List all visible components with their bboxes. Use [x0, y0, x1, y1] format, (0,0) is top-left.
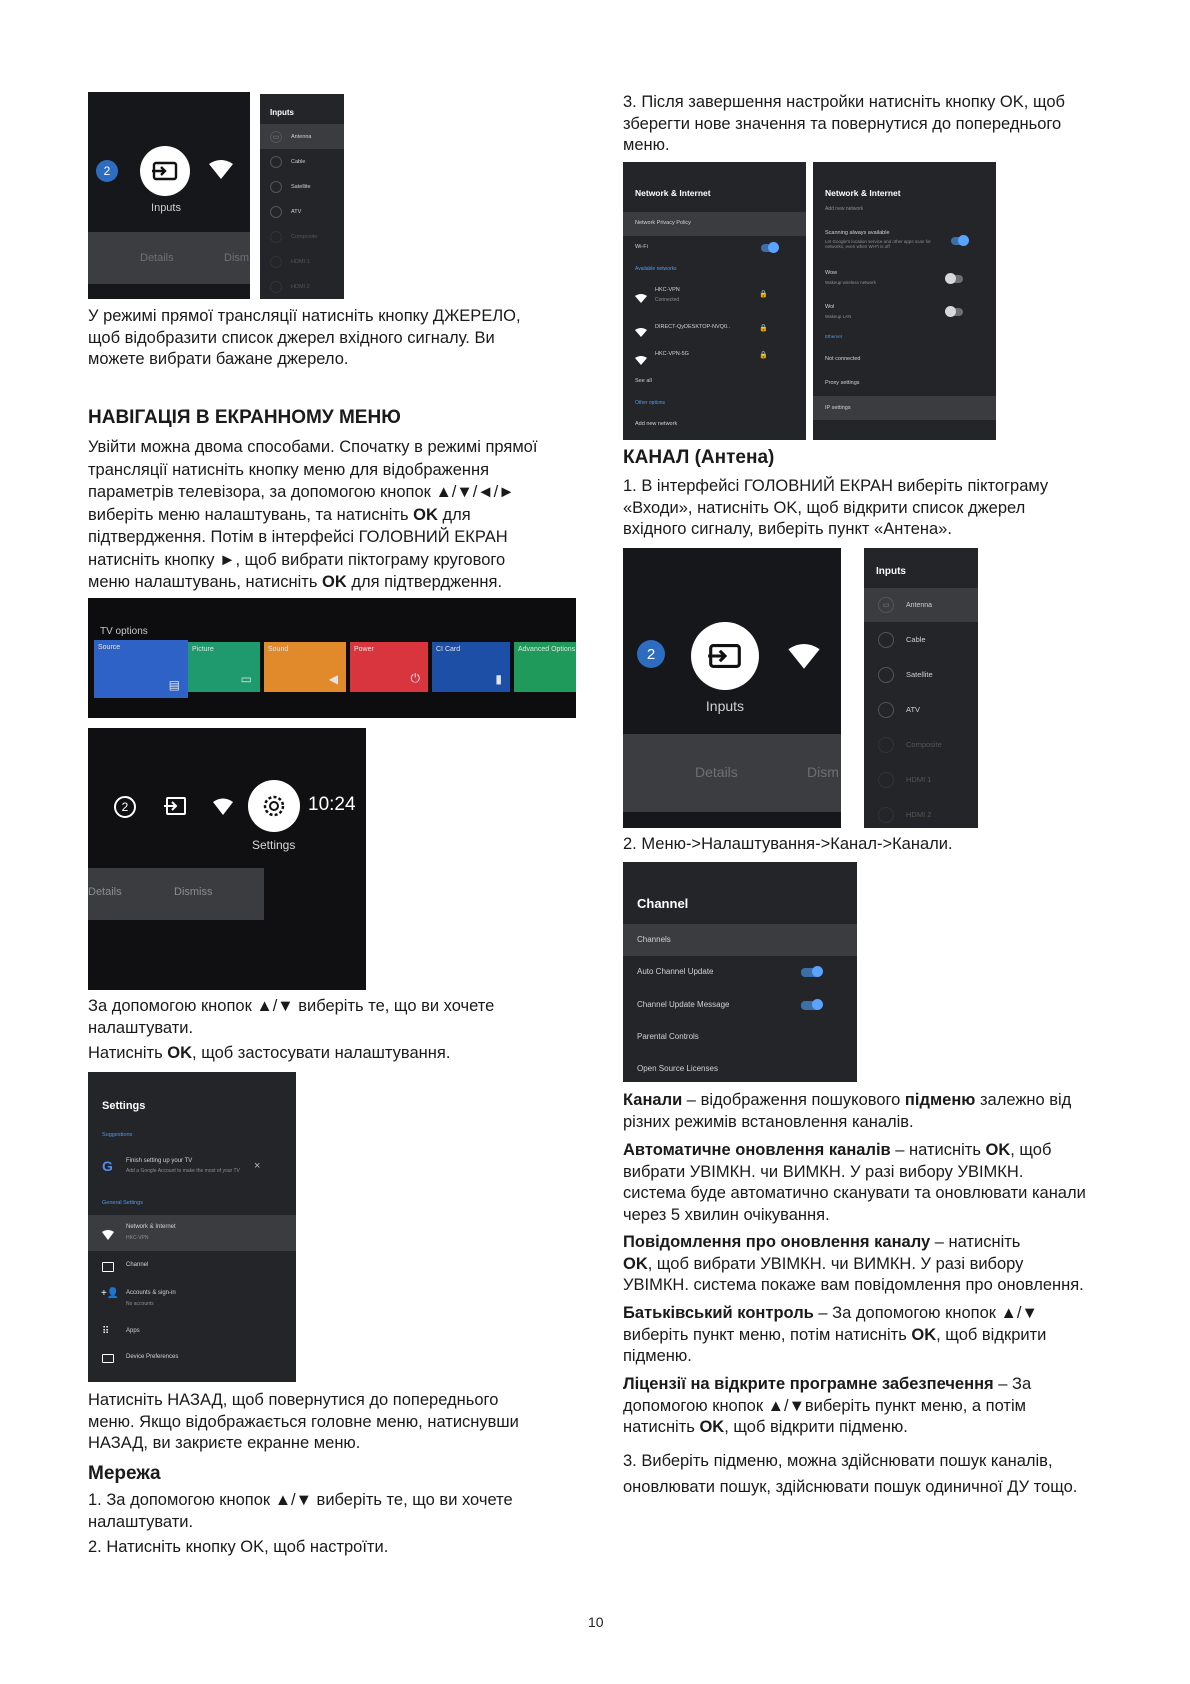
definition-update-message: Повідомлення про оновлення каналу – натисніть OK, щоб вибрати УВІМКН. чи ВИМКН. У разі вибору УВІМКН. система покаже вам повідомлення про оновлення. [623, 1233, 1084, 1294]
paragraph-final: 3. Виберіть підменю, можна здійснювати пошук каналів, оновлювати пошук, здійснювати пошук одиничної ДУ тощо. [623, 1452, 1078, 1496]
hdmi-icon [878, 772, 894, 788]
details-button[interactable]: Details [695, 764, 738, 780]
settings-menu-screen [88, 1072, 296, 1382]
network-item-name[interactable]: DIRECT-QyDESKTOP-NVQ0.. [655, 324, 731, 330]
menu-item-licenses[interactable]: Open Source Licenses [637, 1064, 718, 1073]
menu-item-network[interactable] [88, 1215, 296, 1251]
inputs-label: Inputs [151, 202, 181, 214]
auto-update-toggle[interactable] [801, 968, 821, 977]
network-title: Network & Internet [825, 188, 901, 198]
paragraph-select: За допомогою кнопок ▲/▼ виберіть те, що ви хочете налаштувати. Натисніть OK, щоб застосувати налаштування. [88, 997, 495, 1062]
paragraph-back: Натисніть НАЗАД, щоб повернутися до попереднього меню. Якщо відображається головне меню, натиснувши НАЗАД, ви закриєте екранне меню. [88, 1391, 519, 1452]
wifi-icon [102, 1227, 114, 1245]
input-item-antenna[interactable]: ▭ Antenna [864, 588, 978, 622]
network-screen-1 [623, 162, 806, 440]
satellite-icon [270, 181, 282, 193]
input-item-satellite[interactable]: Satellite [864, 657, 978, 692]
inputs-list-small [260, 94, 344, 299]
composite-icon [878, 737, 894, 753]
wow-toggle[interactable] [947, 275, 963, 283]
input-item-cable[interactable]: Cable [260, 149, 344, 174]
menu-item-parental[interactable]: Parental Controls [637, 1032, 699, 1041]
menu-item-device[interactable]: Device Preferences [126, 1354, 179, 1360]
tile-advanced[interactable]: Advanced Options [514, 642, 576, 692]
menu-item-accounts[interactable]: Accounts & sign-in [126, 1290, 176, 1296]
satellite-icon [878, 667, 894, 683]
heading-navigation: НАВІГАЦІЯ В ЕКРАННОМУ МЕНЮ [88, 407, 401, 428]
wifi-icon [208, 160, 234, 185]
atv-icon [270, 206, 282, 218]
add-network-fragment: Add new network [825, 206, 864, 210]
menu-item-apps[interactable]: Apps [126, 1328, 140, 1334]
hdmi-icon [270, 281, 282, 293]
input-item-atv[interactable]: ATV [260, 199, 344, 224]
network-item-name[interactable]: HKC-VPN [655, 287, 680, 293]
accounts-sub: No accounts [126, 1301, 154, 1307]
hdmi-icon [878, 807, 894, 823]
dismiss-button[interactable]: Dismiss [174, 886, 213, 898]
tv-options-screen [88, 598, 576, 718]
input-item-hdmi2[interactable]: HDMI 2 [260, 274, 344, 299]
picture-icon: ▭ [240, 672, 252, 686]
menu-item-update-message[interactable]: Channel Update Message [637, 1000, 730, 1009]
card-icon: ▮ [495, 672, 502, 686]
wol-sub: Wakeup LAN [825, 314, 852, 319]
plug-icon: ⏻ [410, 671, 420, 685]
inputs-list-title: Inputs [876, 566, 906, 577]
wifi-icon [787, 644, 821, 675]
badge-number: 2 [96, 160, 118, 182]
channels-label: Channels [637, 935, 671, 944]
apps-grid-icon: ⠿ [102, 1326, 110, 1337]
inputs-label: Inputs [705, 698, 745, 714]
available-networks-label: Available networks [635, 266, 677, 272]
inputs-screen-small [88, 92, 250, 299]
channel-menu-screen [623, 862, 857, 1082]
tile-ci-card[interactable]: CI Card ▮ [432, 642, 510, 692]
scanning-label[interactable]: Scanning always available [825, 230, 890, 236]
close-icon[interactable]: × [254, 1160, 261, 1172]
ethernet-label: Ethernet [825, 334, 843, 339]
tile-power[interactable]: Power ⏻ [350, 642, 428, 692]
wifi-icon [212, 798, 234, 821]
antenna-icon: ▭ [878, 597, 894, 613]
ip-settings-label: IP settings [825, 405, 851, 411]
input-item-hdmi1[interactable]: HDMI 1 [864, 762, 978, 797]
settings-label: Settings [252, 838, 296, 852]
details-button[interactable]: Details [88, 886, 122, 898]
finish-setup-sub: Add a Google Account to make the most of your TV [126, 1168, 240, 1174]
antenna-icon: ▭ [270, 131, 282, 143]
general-settings-label: General Settings [102, 1200, 143, 1206]
privacy-policy-label: Network Privacy Policy [635, 220, 691, 226]
heading-network: Мережа [88, 1463, 161, 1484]
network-label: Network & Internet [126, 1224, 176, 1230]
hdmi-icon [270, 256, 282, 268]
input-item-hdmi1[interactable]: HDMI 1 [260, 249, 344, 274]
settings-bar-screen [88, 728, 366, 990]
network-title: Network & Internet [635, 188, 711, 198]
input-item-satellite[interactable]: Satellite [260, 174, 344, 199]
menu-item-channel[interactable]: Channel [126, 1262, 149, 1268]
badge-icon: 2 [114, 796, 136, 818]
wifi-icon [635, 324, 647, 342]
wifi-icon [635, 290, 647, 308]
tv-icon [102, 1354, 114, 1363]
atv-icon [878, 702, 894, 718]
clock-time: 10:24 [308, 794, 356, 815]
source-icon: ▤ [168, 678, 180, 692]
paragraph-save: 3. Після завершення настройки натисніть кнопку OK, щоб зберегти нове значення та повернутися до попереднього меню. [623, 93, 1065, 154]
network-screen-2 [813, 162, 996, 440]
definition-channels: Канали – відображення пошукового підменю залежно від різних режимів встановлення каналів. [623, 1091, 1072, 1131]
gear-icon[interactable] [248, 780, 300, 832]
network-item-status: Connected [655, 297, 680, 303]
heading-channel: КАНАЛ (Антена) [623, 447, 775, 468]
inputs-icon[interactable] [140, 146, 190, 196]
composite-icon [270, 231, 282, 243]
channel-icon [102, 1262, 114, 1272]
input-item-cable[interactable]: Cable [864, 622, 978, 657]
wifi-toggle[interactable] [761, 244, 777, 252]
network-item-name[interactable]: HKC-VPN-5G [655, 351, 689, 357]
wow-sub: Wakeup wireless network [825, 280, 876, 285]
cable-icon [270, 156, 282, 168]
lock-icon: 🔒 [759, 291, 768, 298]
input-item-antenna[interactable]: ▭ Antenna [260, 124, 344, 149]
menu-item-auto-update[interactable]: Auto Channel Update [637, 967, 714, 976]
inputs-icon[interactable] [164, 796, 188, 821]
google-icon: G [102, 1158, 113, 1174]
scanning-sub: Let Google's location service and other apps scan for networks, even when Wi-Fi is off [825, 239, 931, 249]
scanning-toggle[interactable] [951, 237, 967, 245]
definition-parental: Батьківський контроль – За допомогою кнопок ▲/▼ виберіть пункт меню, потім натисніть OK, щоб відкрити підменю. [623, 1304, 1047, 1365]
cable-icon [878, 632, 894, 648]
inputs-list-large [864, 548, 978, 828]
network-sub: HKC-VPN [126, 1235, 149, 1241]
tile-sound[interactable]: Sound ◀ [264, 642, 346, 692]
speaker-icon: ◀ [328, 672, 338, 686]
wifi-label: Wi-Fi [635, 244, 648, 250]
definition-auto-update: Автоматичне оновлення каналів – натисніть OK, щоб вибрати УВІМКН. чи ВИМКН. У разі вибору УВІМКН. система буде автоматично сканувати та оновлювати канали через 5 хвилин очікування. [623, 1141, 1086, 1224]
dismiss-button[interactable]: Dism [807, 764, 839, 780]
wow-label[interactable]: Wow [825, 270, 838, 276]
definition-licenses: Ліцензії на відкрите програмне забезпечення – За допомогою кнопок ▲/▼виберіть пункт меню, а потім натисніть OK, щоб відкрити підменю. [623, 1375, 1032, 1436]
input-item-composite[interactable]: Composite [864, 727, 978, 762]
account-add-icon: +👤 [101, 1288, 120, 1299]
details-button[interactable]: Details [140, 252, 174, 264]
update-message-toggle[interactable] [801, 1001, 821, 1010]
dismiss-button[interactable]: Dism [224, 252, 250, 264]
proxy-settings-item[interactable]: Proxy settings [825, 380, 860, 386]
paragraph-channel: 1. В інтерфейсі ГОЛОВНИЙ ЕКРАН виберіть піктограму «Входи», натисніть OK, щоб відкрити список джерел вхідного сигналу, виберіть пункт «Антена». [623, 477, 1049, 538]
paragraph-menu-path: 2. Меню->Налаштування->Канал->Канали. [623, 835, 953, 853]
paragraph-source: У режимі прямої трансляції натисніть кнопку ДЖЕРЕЛО, щоб відобразити список джерел вхідного сигналу. Ви можете вибрати бажане джерело. [88, 307, 521, 368]
paragraph-navigation: Увійти можна двома способами. Спочатку в режимі прямої трансляції натисніть кнопку меню для відображення параметрів телевізора, за допомогою кнопок ▲/▼/◄/► виберіть меню налаштувань, та натисніть OK для підтвердження. Потім в інтерфейсі ГОЛОВНИЙ ЕКРАН натисніть кнопку ►, щоб вибрати піктограму кругового меню налаштувань, натисніть OK для підтвердження. [88, 438, 538, 591]
settings-title: Settings [102, 1100, 146, 1112]
other-options-label: Other options [635, 400, 666, 406]
inputs-list-title: Inputs [270, 108, 294, 117]
tile-source[interactable]: Source ▤ [94, 640, 188, 698]
finish-setup-title[interactable]: Finish setting up your TV [126, 1158, 193, 1164]
suggestions-label: Suggestions [102, 1132, 133, 1138]
input-item-hdmi2[interactable]: HDMI 2 [864, 797, 978, 828]
channel-title: Channel [637, 896, 689, 911]
inputs-icon[interactable] [691, 622, 759, 690]
wol-toggle[interactable] [947, 308, 963, 316]
badge-number: 2 [637, 640, 665, 668]
wol-label[interactable]: Wol [825, 304, 835, 310]
not-connected-label: Not connected [825, 356, 861, 362]
input-item-atv[interactable]: ATV [864, 692, 978, 727]
tv-options-title: TV options [100, 626, 148, 637]
paragraph-network: 1. За допомогою кнопок ▲/▼ виберіть те, що ви хочете налаштувати. 2. Натисніть кнопку OK, щоб настроїти. [88, 1491, 513, 1556]
inputs-screen-large [623, 548, 841, 828]
lock-icon: 🔒 [759, 352, 768, 359]
lock-icon: 🔒 [759, 325, 768, 332]
page-number: 10 [588, 1614, 604, 1630]
add-network-item[interactable]: Add new network [635, 421, 678, 427]
tile-picture[interactable]: Picture ▭ [188, 642, 260, 692]
see-all-item[interactable]: See all [635, 378, 652, 384]
input-item-composite[interactable]: Composite [260, 224, 344, 249]
wifi-icon [635, 352, 647, 370]
